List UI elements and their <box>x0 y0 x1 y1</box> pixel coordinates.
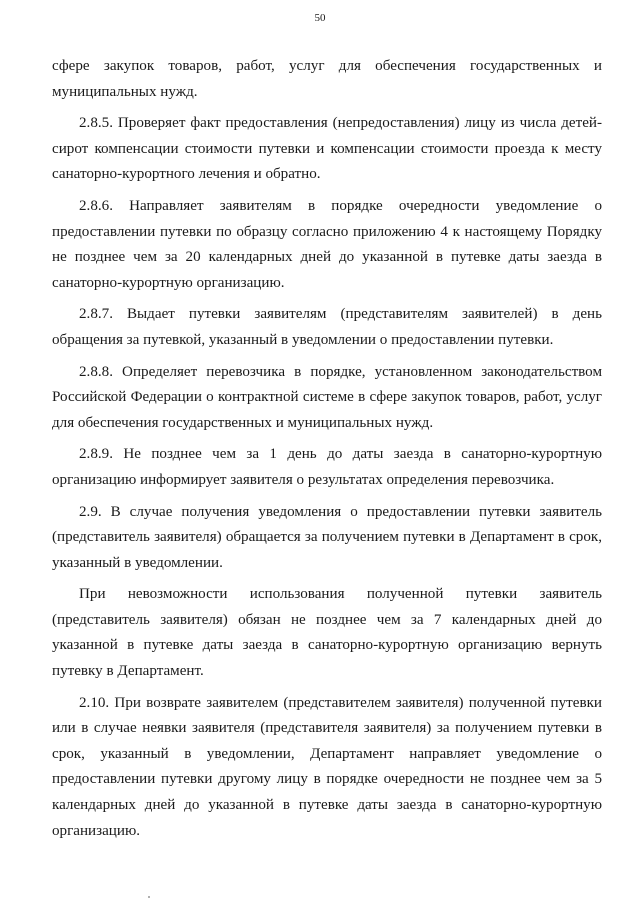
paragraph-continuation: сфере закупок товаров, работ, услуг для обеспечения государственных и муниципальных нужд. <box>52 58 602 100</box>
paragraph-2-10: 2.10. При возврате заявителем (представителем заявителя) полученной путевки или в случае неявки заявителя (представителя заявителя) за получением путевки в срок, указанный в уведомлении, Департамент направляет уведомление о предоставлении путевки другому лицу в порядке очередности не позднее чем за 5 календарных дней до указанной в путевке даты заезда в санаторно-курортную организацию. <box>52 694 602 839</box>
paragraph-2-8-7: 2.8.7. Выдает путевки заявителям (представителям заявителей) в день обращения за путевкой, указанный в уведомлении о предоставлении путевки. <box>52 306 602 348</box>
scan-speck <box>148 896 150 898</box>
paragraph-2-8-5: 2.8.5. Проверяет факт предоставления (непредоставления) лицу из числа детей-сирот компенсации стоимости путевки и компенсации стоимости проезда к месту санаторно-курортного лечения и обратно. <box>52 115 602 183</box>
paragraph-2-8-8: 2.8.8. Определяет перевозчика в порядке, установленном законодательством Российской Федерации о контрактной системе в сфере закупок товаров, работ, услуг для обеспечения государственных и муниципальных нужд. <box>52 363 602 431</box>
paragraph-2-9-return: При невозможности использования полученной путевки заявитель (представитель заявителя) обязан не позднее чем за 7 календарных дней до указанной в путевке даты заезда в санаторно-курортную организацию вернуть путевку в Департамент. <box>52 586 602 680</box>
page-number: 50 <box>314 12 326 24</box>
paragraph-2-8-9: 2.8.9. Не позднее чем за 1 день до даты заезда в санаторно-курортную организацию информирует заявителя о результатах определения перевозчика. <box>52 446 602 488</box>
paragraph-2-9: 2.9. В случае получения уведомления о предоставлении путевки заявитель (представитель заявителя) обращается за получением путевки в Департамент в срок, указанный в уведомлении. <box>52 503 602 571</box>
paragraph-2-8-6: 2.8.6. Направляет заявителям в порядке очередности уведомление о предоставлении путевки по образцу согласно приложению 4 к настоящему Порядку не позднее чем за 20 календарных дней до указанной в путевке даты заезда в санаторно-курортную организацию. <box>52 197 602 291</box>
document-body <box>52 54 602 844</box>
